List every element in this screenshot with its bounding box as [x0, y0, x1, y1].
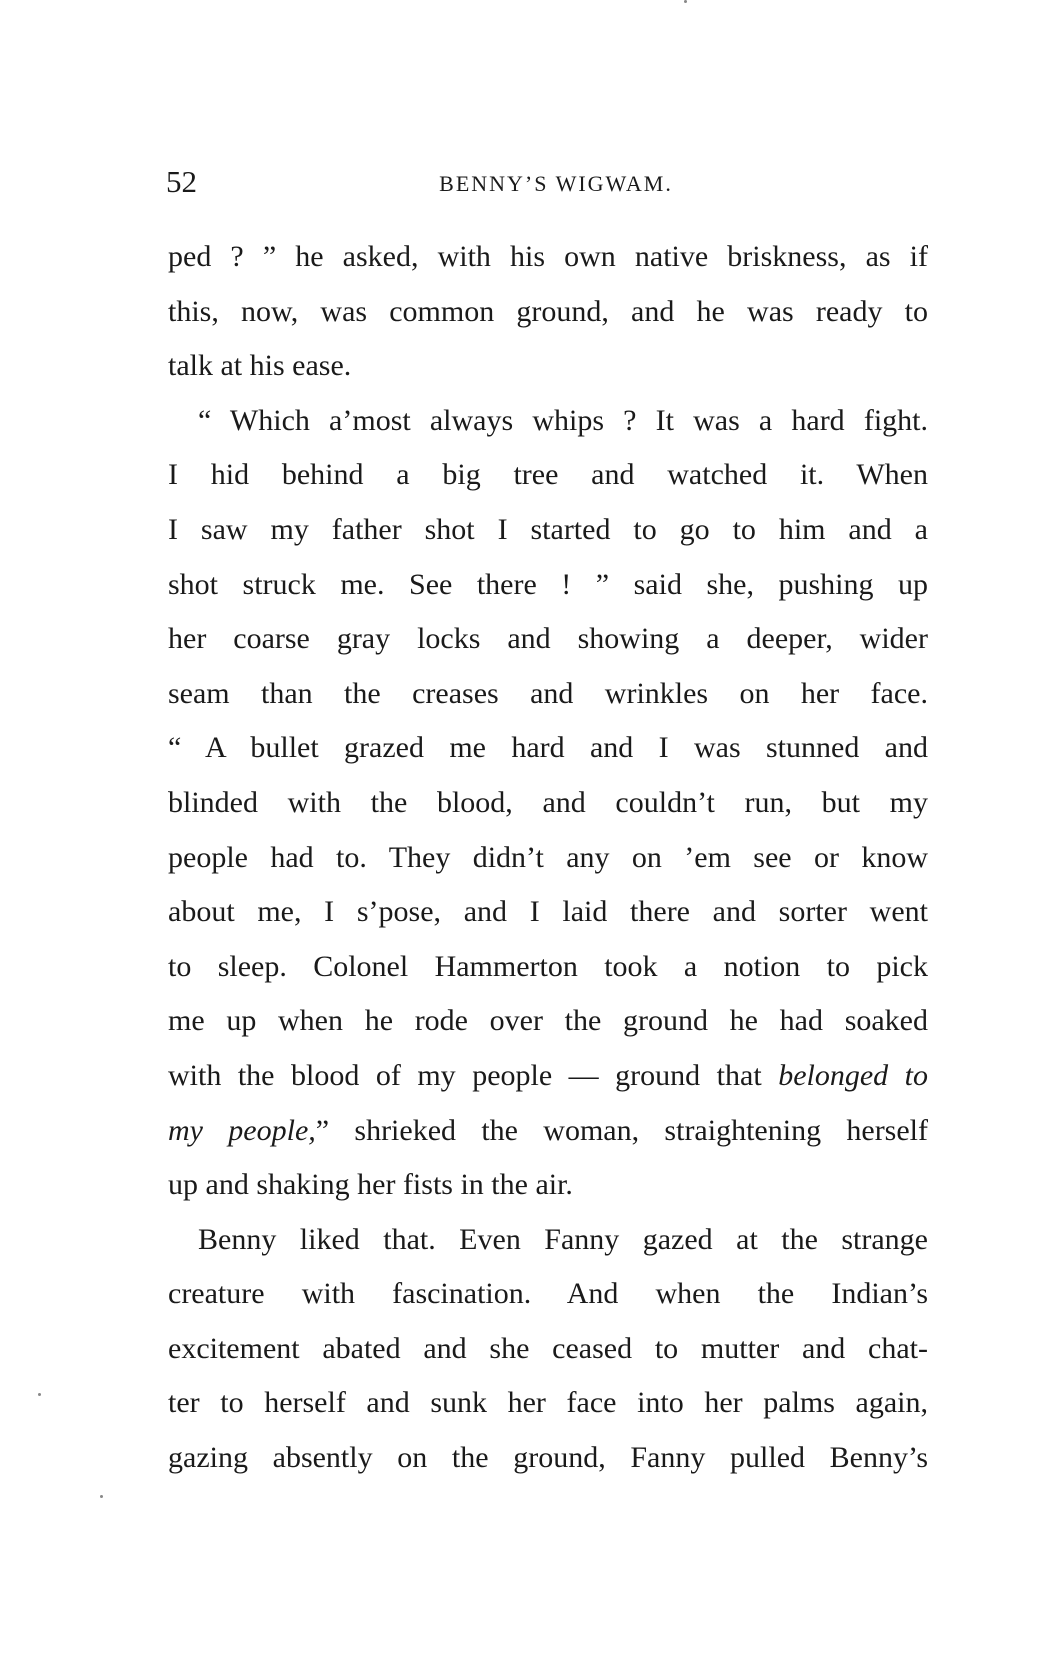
scan-speck [684, 0, 687, 3]
text-line: creature with fascination. And when the Indian’s [168, 1277, 928, 1311]
text-line: ped ? ” he asked, with his own native briskness, as if [168, 240, 928, 273]
running-head: BENNY’S WIGWAM. [439, 171, 673, 196]
text-line [168, 1056, 928, 1111]
text-line: me up when he rode over the ground he had soaked [168, 1004, 928, 1038]
text-line: about me, I s’pose, and I laid there and sorter went [168, 895, 928, 929]
text-segment: ” shrieked the woman, straightening herself [315, 1113, 928, 1147]
text-line: up and shaking her fists in the air. [168, 1168, 573, 1202]
scan-speck [100, 1495, 103, 1498]
text-segment: with the blood of my people — ground that [168, 1058, 762, 1092]
text-line: “ Which a’most always whips ? It was a hard fight. [198, 403, 928, 437]
text-line: blinded with the blood, and couldn’t run, but my [168, 785, 928, 819]
text-line [168, 1111, 928, 1166]
text-line: I hid behind a big tree and watched it. When [168, 458, 928, 492]
text-line: talk at his ease. [168, 349, 352, 383]
page-header [166, 162, 926, 202]
text-line: to sleep. Colonel Hammerton took a notion to pick [168, 949, 928, 983]
italic-text: my people, [168, 1113, 316, 1147]
body-text [168, 237, 928, 1493]
text-line: gazing absently on the ground, Fanny pulled Benny’s [168, 1441, 928, 1475]
text-line: seam than the creases and wrinkles on her face. [168, 676, 928, 710]
text-line: Benny liked that. Even Fanny gazed at the strange [198, 1222, 928, 1256]
text-line: I saw my father shot I started to go to him and a [168, 512, 928, 546]
scan-speck [38, 1393, 41, 1396]
text-line: “ A bullet grazed me hard and I was stunned and [168, 731, 928, 765]
text-line: excitement abated and she ceased to mutter and chat- [168, 1331, 928, 1365]
text-line: people had to. They didn’t any on ’em see or know [168, 840, 928, 874]
italic-text: belonged to [778, 1058, 928, 1092]
text-line: shot struck me. See there ! ” said she, pushing up [168, 567, 928, 601]
text-line: this, now, was common ground, and he was ready to [168, 294, 928, 328]
page-number: 52 [166, 164, 197, 199]
text-line: her coarse gray locks and showing a deeper, wider [168, 622, 928, 656]
text-line: ter to herself and sunk her face into her palms again, [168, 1386, 928, 1420]
